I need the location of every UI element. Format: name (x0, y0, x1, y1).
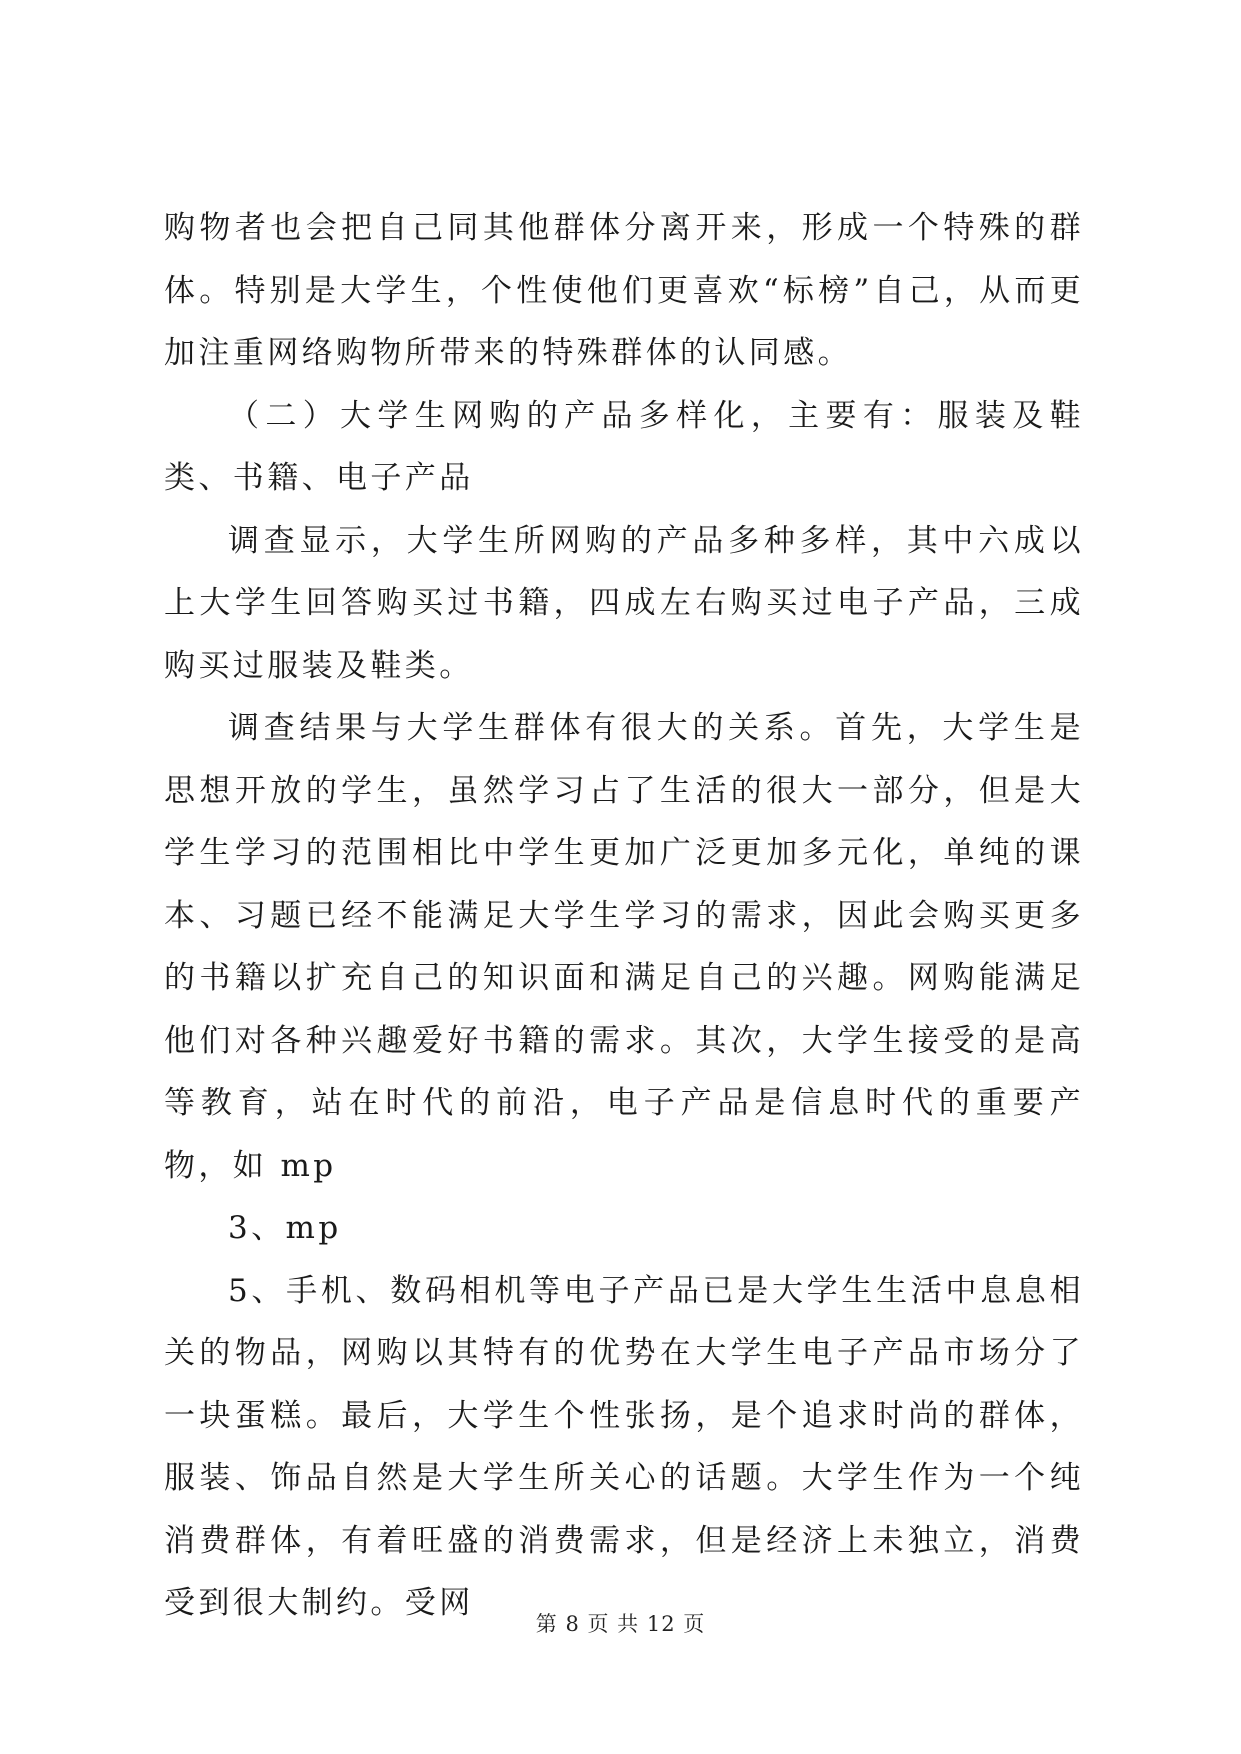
paragraph-continuation: 购物者也会把自己同其他群体分离开来，形成一个特殊的群体。特别是大学生，个性使他们更喜欢“标榜”自己，从而更加注重网络购物所带来的特殊群体的认同感。 (164, 210, 1084, 371)
paragraph-fragment: 3、mp (228, 1210, 342, 1246)
paragraph-electronics: 5、手机、数码相机等电子产品已是大学生生活中息息相关的物品，网购以其特有的优势在大学生电子产品市场分了一块蛋糕。最后，大学生个性张扬，是个追求时尚的群体，服装、饰品自然是大学生所关心的话题。大学生作为一个纯消费群体，有着旺盛的消费需求，但是经济上未独立，消费受到很大制约。受网 (164, 1272, 1084, 1621)
page-number-footer: 第 8 页 共 12 页 (535, 1612, 706, 1636)
paragraph-analysis: 调查结果与大学生群体有很大的关系。首先，大学生是思想开放的学生，虽然学习占了生活的很大一部分，但是大学生学习的范围相比中学生更加广泛更加多元化，单纯的课本、习题已经不能满足大学生学习的需求，因此会购买更多的书籍以扩充自己的知识面和满足自己的兴趣。网购能满足他们对各种兴趣爱好书籍的需求。其次，大学生接受的是高等教育，站在时代的前沿，电子产品是信息时代的重要产物，如 mp (164, 710, 1084, 1184)
paragraph-survey: 调查显示，大学生所网购的产品多种多样，其中六成以上大学生回答购买过书籍，四成左右购买过电子产品，三成购买过服装及鞋类。 (164, 522, 1084, 684)
document-body (164, 197, 1084, 1635)
section-heading: （二）大学生网购的产品多样化，主要有：服装及鞋类、书籍、电子产品 (164, 397, 1084, 496)
